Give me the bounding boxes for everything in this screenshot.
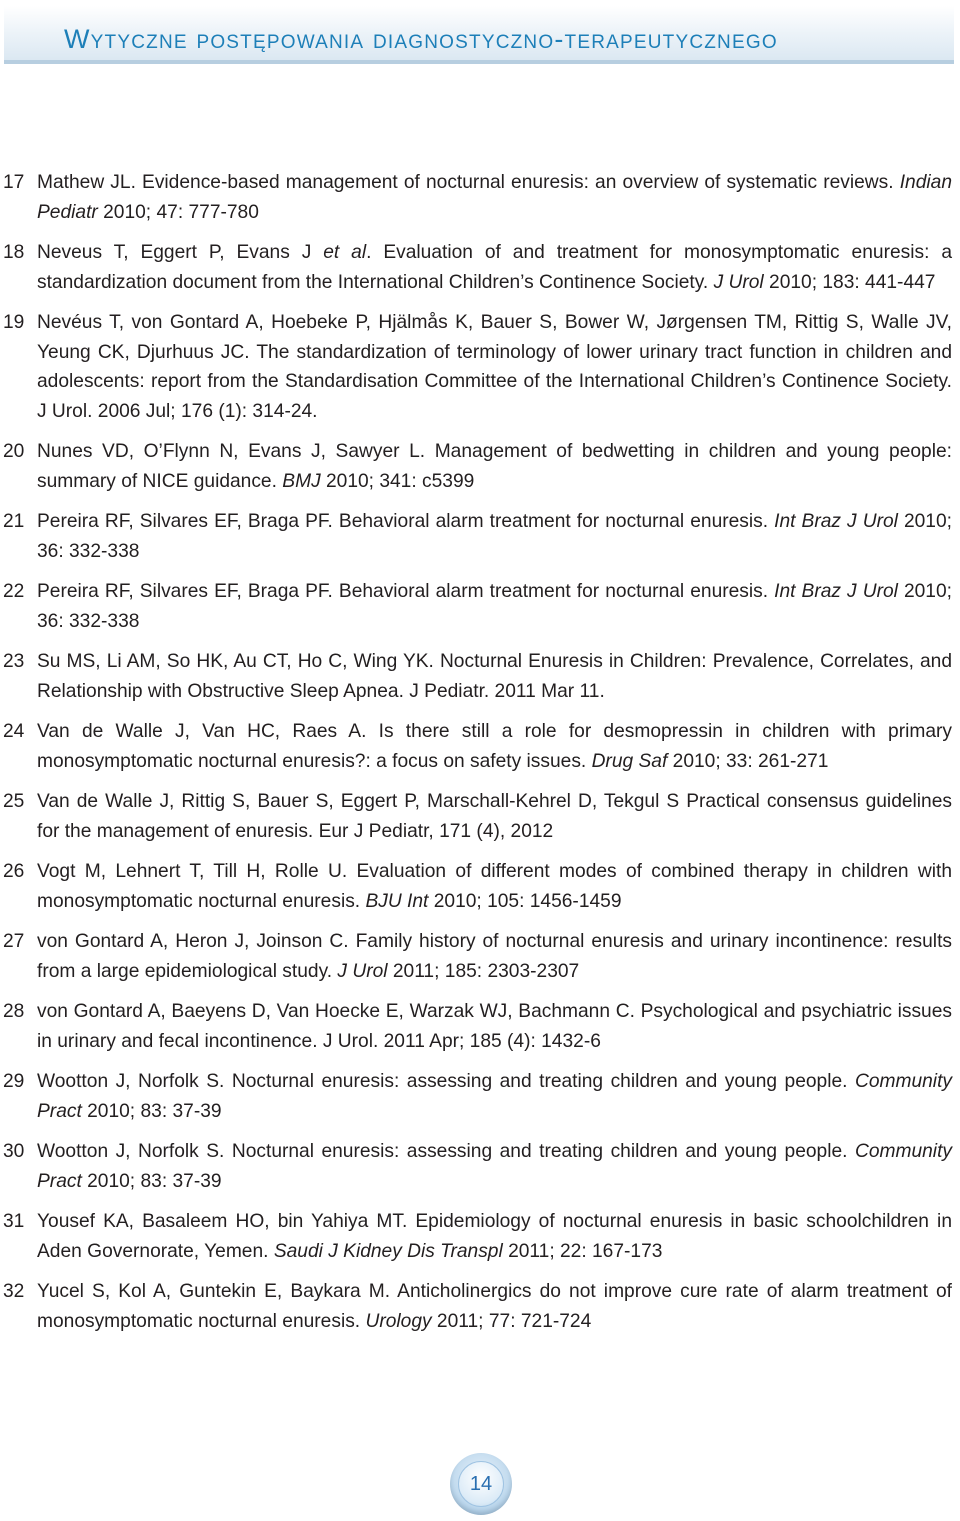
reference-number: 21 — [3, 511, 25, 532]
page-header-title: Wytyczne postępowania diagnostyczno-terapeutycznego — [64, 24, 778, 54]
header-band — [4, 6, 954, 64]
reference-segment: 2010; 36: 332-338 — [37, 581, 952, 632]
reference-number: 20 — [3, 441, 25, 462]
reference-number: 31 — [3, 1211, 25, 1232]
reference-segment: Su MS, Li AM, So HK, Au CT, Ho C, Wing YK. Nocturnal Enuresis in Children: Prevalence, Correlates, and Relationship with Obstructive Sleep Apnea. J Pediatr. 2011 Mar 11. — [37, 651, 952, 702]
reference-item — [0, 787, 960, 846]
reference-journal: J Urol — [713, 271, 764, 293]
reference-number: 28 — [3, 1001, 25, 1022]
reference-segment: Van de Walle J, Rittig S, Bauer S, Eggert P, Marschall-Kehrel D, Tekgul S Practical consensus guidelines for the management of enuresis. Eur J Pediatr, 171 (4), 2012 — [37, 791, 952, 842]
reference-segment: Van de Walle J, Van HC, Raes A. Is there still a role for desmopressin in children with primary monosymptomatic nocturnal enuresis?: a focus on safety issues. — [37, 721, 952, 772]
reference-journal: Urology — [365, 1310, 432, 1332]
reference-segment: 2010; 183: 441-447 — [763, 271, 936, 293]
reference-segment: Yousef KA, Basaleem HO, bin Yahiya MT. Epidemiology of nocturnal enuresis in basic schoolchildren in Aden Governorate, Yemen. — [37, 1211, 952, 1262]
reference-list — [0, 168, 960, 1347]
reference-item — [0, 997, 960, 1056]
reference-number: 30 — [3, 1141, 25, 1162]
reference-text — [37, 168, 952, 227]
reference-segment: Nunes VD, O’Flynn N, Evans J, Sawyer L. Management of bedwetting in children and young people: summary of NICE guidance. — [37, 441, 952, 492]
reference-segment: Pereira RF, Silvares EF, Braga PF. Behavioral alarm treatment for nocturnal enuresis. — [37, 511, 775, 532]
reference-segment: 2011; 77: 721-724 — [431, 1310, 592, 1332]
reference-item — [0, 1277, 960, 1336]
reference-item — [0, 857, 960, 916]
reference-journal: et al — [323, 242, 367, 263]
reference-segment: Vogt M, Lehnert T, Till H, Rolle U. Evaluation of different modes of combined therapy in children with monosymptomatic nocturnal enuresis. — [37, 861, 952, 912]
reference-item — [0, 1207, 960, 1266]
reference-segment: von Gontard A, Heron J, Joinson C. Family history of nocturnal enuresis and urinary incontinence: results from a large epidemiological study. — [37, 931, 952, 982]
reference-journal: Int Braz J Urol — [774, 581, 898, 602]
reference-item — [0, 577, 960, 636]
reference-segment: 2011; 22: 167-173 — [502, 1240, 663, 1262]
reference-item — [0, 308, 960, 426]
reference-text — [37, 1207, 952, 1266]
reference-segment: 2010; 47: 777-780 — [97, 201, 259, 223]
reference-text — [37, 577, 952, 636]
reference-item — [0, 238, 960, 297]
reference-segment: 2010; 83: 37-39 — [81, 1100, 222, 1122]
reference-item — [0, 1137, 960, 1196]
reference-text — [37, 717, 952, 776]
reference-journal: Indian Pediatr — [37, 172, 952, 223]
reference-item — [0, 437, 960, 496]
reference-segment: Mathew JL. Evidence-based management of nocturnal enuresis: an overview of systematic reviews. — [37, 172, 900, 193]
page-number-badge-inner — [458, 1461, 504, 1507]
reference-segment: . Evaluation of and treatment for monosymptomatic enuresis: a standardization document from the International Children’s Continence Society. — [37, 242, 953, 293]
reference-text — [37, 787, 952, 846]
reference-journal: Int Braz J Urol — [774, 511, 898, 532]
reference-number: 26 — [3, 861, 25, 882]
reference-segment: Neveus T, Eggert P, Evans J — [37, 242, 324, 263]
page-number-badge — [450, 1453, 512, 1515]
reference-number: 25 — [3, 791, 25, 812]
reference-segment: 2010; 83: 37-39 — [81, 1170, 222, 1192]
reference-number: 24 — [3, 721, 25, 742]
reference-journal: BMJ — [282, 470, 321, 492]
reference-text — [37, 857, 952, 916]
reference-item — [0, 717, 960, 776]
reference-text — [37, 927, 952, 986]
reference-text — [37, 437, 952, 496]
reference-item — [0, 168, 960, 227]
reference-segment: Wootton J, Norfolk S. Nocturnal enuresis: assessing and treating children and young people. — [37, 1141, 855, 1162]
reference-segment: von Gontard A, Baeyens D, Van Hoecke E, Warzak WJ, Bachmann C. Psychological and psychiatric issues in urinary and fecal incontinence. J Urol. 2011 Apr; 185 (4): 1432-6 — [37, 1001, 952, 1052]
reference-segment: Pereira RF, Silvares EF, Braga PF. Behavioral alarm treatment for nocturnal enuresis. — [37, 581, 775, 602]
reference-segment: 2011; 185: 2303-2307 — [387, 960, 580, 982]
reference-text — [37, 238, 952, 297]
reference-journal: Community Pract — [37, 1071, 952, 1122]
reference-number: 23 — [3, 651, 25, 672]
reference-text — [37, 1137, 952, 1196]
reference-segment: 2010; 33: 261-271 — [667, 750, 829, 772]
reference-number: 27 — [3, 931, 25, 952]
reference-journal: J Urol — [337, 960, 388, 982]
reference-item — [0, 647, 960, 706]
reference-segment: Wootton J, Norfolk S. Nocturnal enuresis: assessing and treating children and young people. — [37, 1071, 855, 1092]
reference-segment: Yucel S, Kol A, Guntekin E, Baykara M. Anticholinergics do not improve cure rate of alarm treatment of monosymptomatic nocturnal enuresis. — [37, 1281, 952, 1332]
reference-text — [37, 647, 952, 706]
reference-number: 29 — [3, 1071, 25, 1092]
reference-number: 18 — [3, 242, 25, 263]
reference-segment: 2010; 341: c5399 — [320, 470, 475, 492]
reference-item — [0, 1067, 960, 1126]
reference-number: 17 — [3, 172, 25, 193]
reference-item — [0, 927, 960, 986]
reference-journal: Saudi J Kidney Dis Transpl — [273, 1240, 503, 1262]
reference-segment: Nevéus T, von Gontard A, Hoebeke P, Hjälmås K, Bauer S, Bower W, Jørgensen TM, Rittig S, Walle JV, Yeung CK, Djurhuus JC. The standardization of terminology of lower urinary tract function in children and adolescents: report from the Standardisation Committee of the International Children’s Continence Society. J Urol. 2006 Jul; 176 (1): 314-24. — [37, 312, 952, 422]
reference-number: 19 — [3, 312, 25, 333]
reference-text — [37, 997, 952, 1056]
reference-number: 22 — [3, 581, 25, 602]
reference-text — [37, 1277, 952, 1336]
reference-text — [37, 507, 952, 566]
reference-journal: Community Pract — [37, 1141, 952, 1192]
reference-segment: 2010; 105: 1456-1459 — [428, 890, 622, 912]
reference-text — [37, 1067, 952, 1126]
reference-item — [0, 507, 960, 566]
reference-journal: BJU Int — [365, 890, 429, 912]
reference-text — [37, 308, 952, 426]
reference-number: 32 — [3, 1281, 25, 1302]
reference-segment: 2010; 36: 332-338 — [37, 511, 952, 562]
page-number: 14 — [469, 1472, 493, 1495]
reference-journal: Drug Saf — [591, 750, 668, 772]
